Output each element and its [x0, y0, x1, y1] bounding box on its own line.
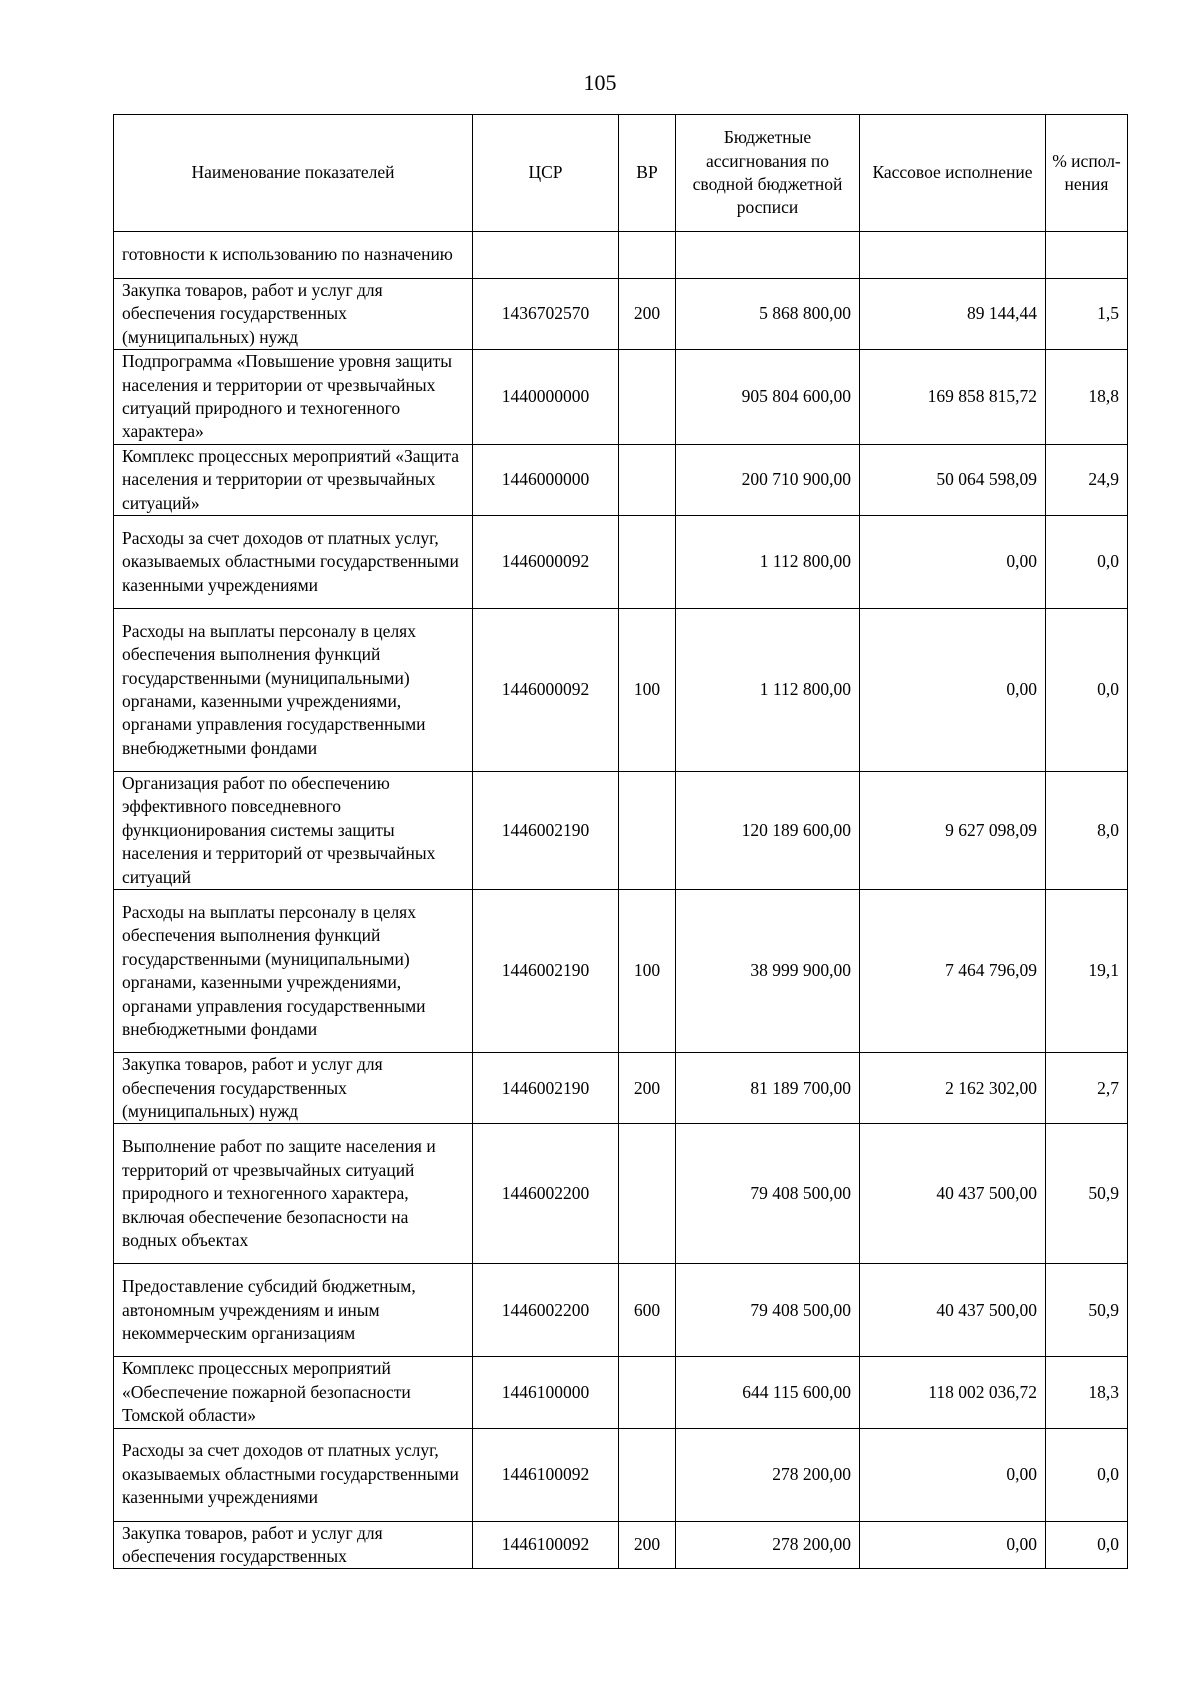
row-name: Расходы на выплаты персоналу в целях обеспечения выполнения функций государственными (муниципальными) органами, казенными учреждениями, органами управления государственными внебюджетными фондами: [114, 890, 473, 1053]
row-csr: 1446002190: [473, 772, 619, 890]
row-csr: 1446002190: [473, 890, 619, 1053]
row-name: Комплекс процессных мероприятий «Защита населения и территории от чрезвычайных ситуаций»: [114, 444, 473, 515]
table-row: [114, 279, 1128, 350]
row-csr: 1440000000: [473, 350, 619, 445]
row-assignments: 120 189 600,00: [676, 772, 860, 890]
row-name: Комплекс процессных мероприятий «Обеспечение пожарной безопасности Томской области»: [114, 1357, 473, 1428]
row-vr: 100: [619, 890, 676, 1053]
row-vr: [619, 1428, 676, 1521]
row-vr: 100: [619, 609, 676, 772]
table-row: [114, 350, 1128, 445]
table-row: [114, 609, 1128, 772]
row-name: Закупка товаров, работ и услуг для обеспечения государственных: [114, 1521, 473, 1569]
row-assignments: 38 999 900,00: [676, 890, 860, 1053]
table-row: [114, 1521, 1128, 1569]
row-cash-execution: 40 437 500,00: [860, 1264, 1046, 1357]
header-name: Наименование показателей: [114, 115, 473, 232]
table-row: [114, 516, 1128, 609]
row-name: Подпрограмма «Повышение уровня защиты населения и территории от чрезвычайных ситуаций природного и техногенного характера»: [114, 350, 473, 445]
row-assignments: 644 115 600,00: [676, 1357, 860, 1428]
row-assignments: 5 868 800,00: [676, 279, 860, 350]
row-cash-execution: 2 162 302,00: [860, 1053, 1046, 1124]
row-cash-execution: 169 858 815,72: [860, 350, 1046, 445]
header-assignments: Бюджетные ассигнования по сводной бюджетной росписи: [676, 115, 860, 232]
table-row: [114, 232, 1128, 279]
row-vr: [619, 232, 676, 279]
row-assignments: 278 200,00: [676, 1521, 860, 1569]
row-execution-percent: 18,8: [1046, 350, 1128, 445]
row-name: Предоставление субсидий бюджетным, автономным учреждениям и иным некоммерческим организациям: [114, 1264, 473, 1357]
table-row: [114, 1053, 1128, 1124]
row-execution-percent: 8,0: [1046, 772, 1128, 890]
table-body: [114, 232, 1128, 1569]
row-execution-percent: 18,3: [1046, 1357, 1128, 1428]
row-csr: 1446002190: [473, 1053, 619, 1124]
row-csr: 1436702570: [473, 279, 619, 350]
row-execution-percent: [1046, 232, 1128, 279]
budget-table: [113, 114, 1128, 1569]
row-cash-execution: 0,00: [860, 516, 1046, 609]
header-execution-percent: % испол-нения: [1046, 115, 1128, 232]
row-name: Закупка товаров, работ и услуг для обеспечения государственных (муниципальных) нужд: [114, 1053, 473, 1124]
table-row: [114, 772, 1128, 890]
row-csr: 1446100092: [473, 1521, 619, 1569]
row-csr: 1446000092: [473, 516, 619, 609]
row-csr: 1446000092: [473, 609, 619, 772]
row-cash-execution: 118 002 036,72: [860, 1357, 1046, 1428]
row-name: Закупка товаров, работ и услуг для обеспечения государственных (муниципальных) нужд: [114, 279, 473, 350]
table-header-row: [114, 115, 1128, 232]
row-execution-percent: 19,1: [1046, 890, 1128, 1053]
row-csr: 1446002200: [473, 1124, 619, 1264]
row-vr: 200: [619, 1521, 676, 1569]
row-name: Выполнение работ по защите населения и территорий от чрезвычайных ситуаций природного и техногенного характера, включая обеспечение безопасности на водных объектах: [114, 1124, 473, 1264]
row-cash-execution: [860, 232, 1046, 279]
table-row: [114, 1264, 1128, 1357]
row-cash-execution: 40 437 500,00: [860, 1124, 1046, 1264]
table-row: [114, 890, 1128, 1053]
table-row: [114, 1357, 1128, 1428]
row-name: Расходы за счет доходов от платных услуг, оказываемых областными государственными казенными учреждениями: [114, 1428, 473, 1521]
header-csr: ЦСР: [473, 115, 619, 232]
row-vr: [619, 1124, 676, 1264]
row-cash-execution: 50 064 598,09: [860, 444, 1046, 515]
row-cash-execution: 89 144,44: [860, 279, 1046, 350]
row-cash-execution: 0,00: [860, 1521, 1046, 1569]
row-vr: [619, 1357, 676, 1428]
table-row: [114, 1124, 1128, 1264]
row-vr: [619, 772, 676, 890]
row-name: готовности к использованию по назначению: [114, 232, 473, 279]
row-csr: 1446100092: [473, 1428, 619, 1521]
row-vr: [619, 444, 676, 515]
row-assignments: 79 408 500,00: [676, 1124, 860, 1264]
row-vr: 600: [619, 1264, 676, 1357]
table-row: [114, 1428, 1128, 1521]
row-name: Организация работ по обеспечению эффективного повседневного функционирования системы защиты населения и территорий от чрезвычайных ситуаций: [114, 772, 473, 890]
header-vr: ВР: [619, 115, 676, 232]
row-csr: 1446000000: [473, 444, 619, 515]
row-assignments: 1 112 800,00: [676, 516, 860, 609]
row-execution-percent: 0,0: [1046, 1428, 1128, 1521]
row-assignments: 1 112 800,00: [676, 609, 860, 772]
header-cash-execution: Кассовое исполнение: [860, 115, 1046, 232]
row-name: Расходы на выплаты персоналу в целях обеспечения выполнения функций государственными (муниципальными) органами, казенными учреждениями, органами управления государственными внебюджетными фондами: [114, 609, 473, 772]
table-row: [114, 444, 1128, 515]
row-assignments: 200 710 900,00: [676, 444, 860, 515]
page-number: 105: [583, 70, 617, 95]
row-assignments: [676, 232, 860, 279]
row-execution-percent: 50,9: [1046, 1124, 1128, 1264]
row-csr: 1446100000: [473, 1357, 619, 1428]
row-assignments: 79 408 500,00: [676, 1264, 860, 1357]
row-execution-percent: 2,7: [1046, 1053, 1128, 1124]
row-execution-percent: 0,0: [1046, 609, 1128, 772]
row-cash-execution: 0,00: [860, 1428, 1046, 1521]
row-execution-percent: 1,5: [1046, 279, 1128, 350]
row-vr: [619, 350, 676, 445]
row-cash-execution: 0,00: [860, 609, 1046, 772]
row-vr: 200: [619, 1053, 676, 1124]
row-csr: [473, 232, 619, 279]
row-execution-percent: 24,9: [1046, 444, 1128, 515]
row-execution-percent: 50,9: [1046, 1264, 1128, 1357]
row-csr: 1446002200: [473, 1264, 619, 1357]
row-assignments: 905 804 600,00: [676, 350, 860, 445]
row-cash-execution: 7 464 796,09: [860, 890, 1046, 1053]
row-assignments: 278 200,00: [676, 1428, 860, 1521]
row-name: Расходы за счет доходов от платных услуг, оказываемых областными государственными казенными учреждениями: [114, 516, 473, 609]
row-execution-percent: 0,0: [1046, 516, 1128, 609]
row-vr: 200: [619, 279, 676, 350]
row-assignments: 81 189 700,00: [676, 1053, 860, 1124]
row-cash-execution: 9 627 098,09: [860, 772, 1046, 890]
row-execution-percent: 0,0: [1046, 1521, 1128, 1569]
row-vr: [619, 516, 676, 609]
